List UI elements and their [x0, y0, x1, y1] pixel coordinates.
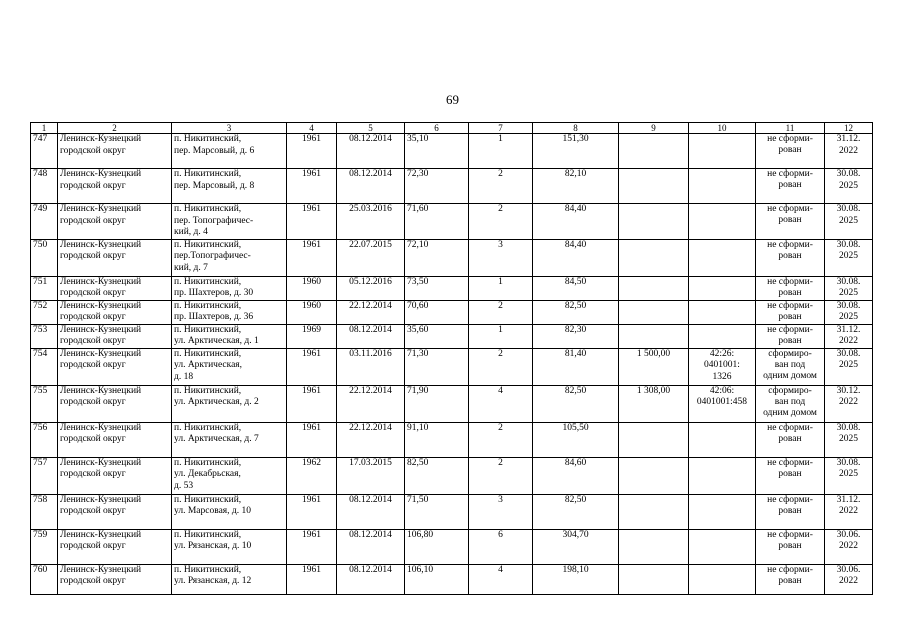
area-cell: 71,60 [405, 204, 469, 240]
value-cell: 82,50 [533, 300, 619, 324]
date-cell: 05.12.2016 [337, 276, 405, 300]
year-cell: 1961 [287, 348, 337, 385]
value-cell: 84,50 [533, 276, 619, 300]
deadline-cell: 30.06. 2022 [825, 529, 873, 564]
land-area-cell [619, 494, 689, 529]
header-row [31, 123, 873, 134]
land-area-cell [619, 239, 689, 276]
table-row [31, 324, 873, 348]
district-cell: Ленинск-Кузнецкий городской округ [58, 564, 172, 594]
row-number: 760 [31, 564, 58, 594]
row-number: 753 [31, 324, 58, 348]
district-cell: Ленинск-Кузнецкий городской округ [58, 385, 172, 422]
district-cell: Ленинск-Кузнецкий городской округ [58, 300, 172, 324]
cadastral-number-cell [689, 457, 756, 494]
table-row [31, 276, 873, 300]
column-header: 11 [756, 123, 825, 134]
column-header: 2 [58, 123, 172, 134]
area-cell: 71,30 [405, 348, 469, 385]
page-number: 69 [446, 92, 459, 107]
land-area-cell: 1 308,00 [619, 385, 689, 422]
row-number: 751 [31, 276, 58, 300]
date-cell: 22.12.2014 [337, 385, 405, 422]
cadastral-number-cell: 42:26: 0401001: 1326 [689, 348, 756, 385]
land-status-cell: не сформи- рован [756, 204, 825, 240]
land-status-cell: сформиро- ван под одним домом [756, 385, 825, 422]
deadline-cell: 31.12. 2022 [825, 494, 873, 529]
quantity-cell: 2 [469, 169, 533, 204]
column-header: 5 [337, 123, 405, 134]
address-cell: п. Никитинский, пер.Топографичес- кий, д. 7 [172, 239, 287, 276]
district-cell: Ленинск-Кузнецкий городской округ [58, 134, 172, 169]
quantity-cell: 1 [469, 324, 533, 348]
land-status-cell: не сформи- рован [756, 457, 825, 494]
date-cell: 08.12.2014 [337, 169, 405, 204]
deadline-cell: 30.08. 2025 [825, 422, 873, 457]
table-row [31, 494, 873, 529]
row-number: 752 [31, 300, 58, 324]
value-cell: 82,10 [533, 169, 619, 204]
address-cell: п. Никитинский, ул. Декабрьская, д. 53 [172, 457, 287, 494]
land-status-cell: сформиро- ван под одним домом [756, 348, 825, 385]
land-status-cell: не сформи- рован [756, 494, 825, 529]
year-cell: 1961 [287, 494, 337, 529]
column-header: 4 [287, 123, 337, 134]
deadline-cell: 31.12. 2022 [825, 324, 873, 348]
table-row [31, 204, 873, 240]
land-area-cell [619, 169, 689, 204]
year-cell: 1961 [287, 529, 337, 564]
table-row [31, 169, 873, 204]
quantity-cell: 3 [469, 239, 533, 276]
year-cell: 1961 [287, 204, 337, 240]
land-area-cell [619, 204, 689, 240]
date-cell: 17.03.2015 [337, 457, 405, 494]
land-area-cell [619, 134, 689, 169]
area-cell: 35,10 [405, 134, 469, 169]
column-header: 10 [689, 123, 756, 134]
value-cell: 82,50 [533, 494, 619, 529]
year-cell: 1961 [287, 422, 337, 457]
quantity-cell: 2 [469, 457, 533, 494]
year-cell: 1961 [287, 239, 337, 276]
area-cell: 73,50 [405, 276, 469, 300]
cadastral-number-cell: 42:06: 0401001:458 [689, 385, 756, 422]
value-cell: 304,70 [533, 529, 619, 564]
district-cell: Ленинск-Кузнецкий городской округ [58, 324, 172, 348]
cadastral-number-cell [689, 204, 756, 240]
row-number: 749 [31, 204, 58, 240]
year-cell: 1961 [287, 564, 337, 594]
year-cell: 1960 [287, 276, 337, 300]
value-cell: 82,50 [533, 385, 619, 422]
cadastral-number-cell [689, 169, 756, 204]
cadastral-number-cell [689, 422, 756, 457]
land-status-cell: не сформи- рован [756, 422, 825, 457]
value-cell: 81,40 [533, 348, 619, 385]
column-header: 7 [469, 123, 533, 134]
table-row [31, 422, 873, 457]
year-cell: 1969 [287, 324, 337, 348]
land-area-cell [619, 300, 689, 324]
row-number: 756 [31, 422, 58, 457]
date-cell: 22.07.2015 [337, 239, 405, 276]
deadline-cell: 30.06. 2022 [825, 564, 873, 594]
area-cell: 35,60 [405, 324, 469, 348]
land-status-cell: не сформи- рован [756, 169, 825, 204]
land-area-cell [619, 422, 689, 457]
date-cell: 08.12.2014 [337, 564, 405, 594]
column-header: 9 [619, 123, 689, 134]
cadastral-number-cell [689, 134, 756, 169]
land-status-cell: не сформи- рован [756, 564, 825, 594]
deadline-cell: 30.08. 2025 [825, 348, 873, 385]
column-header: 6 [405, 123, 469, 134]
district-cell: Ленинск-Кузнецкий городской округ [58, 529, 172, 564]
value-cell: 82,30 [533, 324, 619, 348]
row-number: 747 [31, 134, 58, 169]
row-number: 759 [31, 529, 58, 564]
quantity-cell: 4 [469, 564, 533, 594]
column-header: 1 [31, 123, 58, 134]
district-cell: Ленинск-Кузнецкий городской округ [58, 239, 172, 276]
quantity-cell: 3 [469, 494, 533, 529]
district-cell: Ленинск-Кузнецкий городской округ [58, 276, 172, 300]
deadline-cell: 30.08. 2025 [825, 239, 873, 276]
address-cell: п. Никитинский, пер. Марсовый, д. 6 [172, 134, 287, 169]
table-body [31, 134, 873, 595]
quantity-cell: 1 [469, 134, 533, 169]
land-status-cell: не сформи- рован [756, 239, 825, 276]
land-area-cell: 1 500,00 [619, 348, 689, 385]
table-row [31, 348, 873, 385]
address-cell: п. Никитинский, ул. Арктическая, д. 2 [172, 385, 287, 422]
land-area-cell [619, 564, 689, 594]
year-cell: 1961 [287, 134, 337, 169]
deadline-cell: 30.08. 2025 [825, 457, 873, 494]
value-cell: 151,30 [533, 134, 619, 169]
land-status-cell: не сформи- рован [756, 134, 825, 169]
column-header: 8 [533, 123, 619, 134]
value-cell: 198,10 [533, 564, 619, 594]
value-cell: 84,40 [533, 204, 619, 240]
date-cell: 08.12.2014 [337, 494, 405, 529]
address-cell: п. Никитинский, ул. Рязанская, д. 10 [172, 529, 287, 564]
area-cell: 72,30 [405, 169, 469, 204]
area-cell: 71,50 [405, 494, 469, 529]
date-cell: 08.12.2014 [337, 324, 405, 348]
land-status-cell: не сформи- рован [756, 276, 825, 300]
quantity-cell: 6 [469, 529, 533, 564]
table-row [31, 385, 873, 422]
year-cell: 1960 [287, 300, 337, 324]
area-cell: 71,90 [405, 385, 469, 422]
value-cell: 84,60 [533, 457, 619, 494]
column-header: 12 [825, 123, 873, 134]
deadline-cell: 30.12. 2022 [825, 385, 873, 422]
quantity-cell: 2 [469, 204, 533, 240]
quantity-cell: 1 [469, 276, 533, 300]
table-row [31, 134, 873, 169]
deadline-cell: 30.08. 2025 [825, 276, 873, 300]
quantity-cell: 2 [469, 300, 533, 324]
land-area-cell [619, 457, 689, 494]
area-cell: 70,60 [405, 300, 469, 324]
cadastral-number-cell [689, 324, 756, 348]
area-cell: 106,80 [405, 529, 469, 564]
cadastral-number-cell [689, 239, 756, 276]
cadastral-number-cell [689, 300, 756, 324]
deadline-cell: 30.08. 2025 [825, 300, 873, 324]
date-cell: 22.12.2014 [337, 422, 405, 457]
row-number: 750 [31, 239, 58, 276]
district-cell: Ленинск-Кузнецкий городской округ [58, 204, 172, 240]
address-cell: п. Никитинский, ул. Арктическая, д. 1 [172, 324, 287, 348]
table-row [31, 300, 873, 324]
deadline-cell: 30.08. 2025 [825, 204, 873, 240]
date-cell: 08.12.2014 [337, 134, 405, 169]
cadastral-number-cell [689, 494, 756, 529]
land-area-cell [619, 324, 689, 348]
address-cell: п. Никитинский, ул. Рязанская, д. 12 [172, 564, 287, 594]
row-number: 758 [31, 494, 58, 529]
land-status-cell: не сформи- рован [756, 324, 825, 348]
row-number: 755 [31, 385, 58, 422]
cadastral-number-cell [689, 564, 756, 594]
land-status-cell: не сформи- рован [756, 529, 825, 564]
district-cell: Ленинск-Кузнецкий городской округ [58, 348, 172, 385]
year-cell: 1961 [287, 169, 337, 204]
land-status-cell: не сформи- рован [756, 300, 825, 324]
date-cell: 22.12.2014 [337, 300, 405, 324]
address-cell: п. Никитинский, пер. Топографичес- кий, д. 4 [172, 204, 287, 240]
year-cell: 1961 [287, 385, 337, 422]
address-cell: п. Никитинский, ул. Арктическая, д. 18 [172, 348, 287, 385]
column-header: 3 [172, 123, 287, 134]
date-cell: 25.03.2016 [337, 204, 405, 240]
deadline-cell: 30.08. 2025 [825, 169, 873, 204]
quantity-cell: 2 [469, 422, 533, 457]
area-cell: 91,10 [405, 422, 469, 457]
cadastral-number-cell [689, 529, 756, 564]
value-cell: 84,40 [533, 239, 619, 276]
table-row [31, 239, 873, 276]
table-row [31, 529, 873, 564]
date-cell: 03.11.2016 [337, 348, 405, 385]
housing-registry-table [30, 122, 873, 595]
deadline-cell: 31.12. 2022 [825, 134, 873, 169]
area-cell: 82,50 [405, 457, 469, 494]
address-cell: п. Никитинский, ул. Марсовая, д. 10 [172, 494, 287, 529]
quantity-cell: 4 [469, 385, 533, 422]
table-row [31, 457, 873, 494]
district-cell: Ленинск-Кузнецкий городской округ [58, 494, 172, 529]
date-cell: 08.12.2014 [337, 529, 405, 564]
year-cell: 1962 [287, 457, 337, 494]
district-cell: Ленинск-Кузнецкий городской округ [58, 169, 172, 204]
row-number: 757 [31, 457, 58, 494]
value-cell: 105,50 [533, 422, 619, 457]
district-cell: Ленинск-Кузнецкий городской округ [58, 422, 172, 457]
area-cell: 106,10 [405, 564, 469, 594]
land-area-cell [619, 276, 689, 300]
address-cell: п. Никитинский, пр. Шахтеров, д. 30 [172, 276, 287, 300]
address-cell: п. Никитинский, ул. Арктическая, д. 7 [172, 422, 287, 457]
district-cell: Ленинск-Кузнецкий городской округ [58, 457, 172, 494]
quantity-cell: 2 [469, 348, 533, 385]
land-area-cell [619, 529, 689, 564]
row-number: 748 [31, 169, 58, 204]
area-cell: 72,10 [405, 239, 469, 276]
table-row [31, 564, 873, 594]
address-cell: п. Никитинский, пр. Шахтеров, д. 36 [172, 300, 287, 324]
address-cell: п. Никитинский, пер. Марсовый, д. 8 [172, 169, 287, 204]
row-number: 754 [31, 348, 58, 385]
cadastral-number-cell [689, 276, 756, 300]
